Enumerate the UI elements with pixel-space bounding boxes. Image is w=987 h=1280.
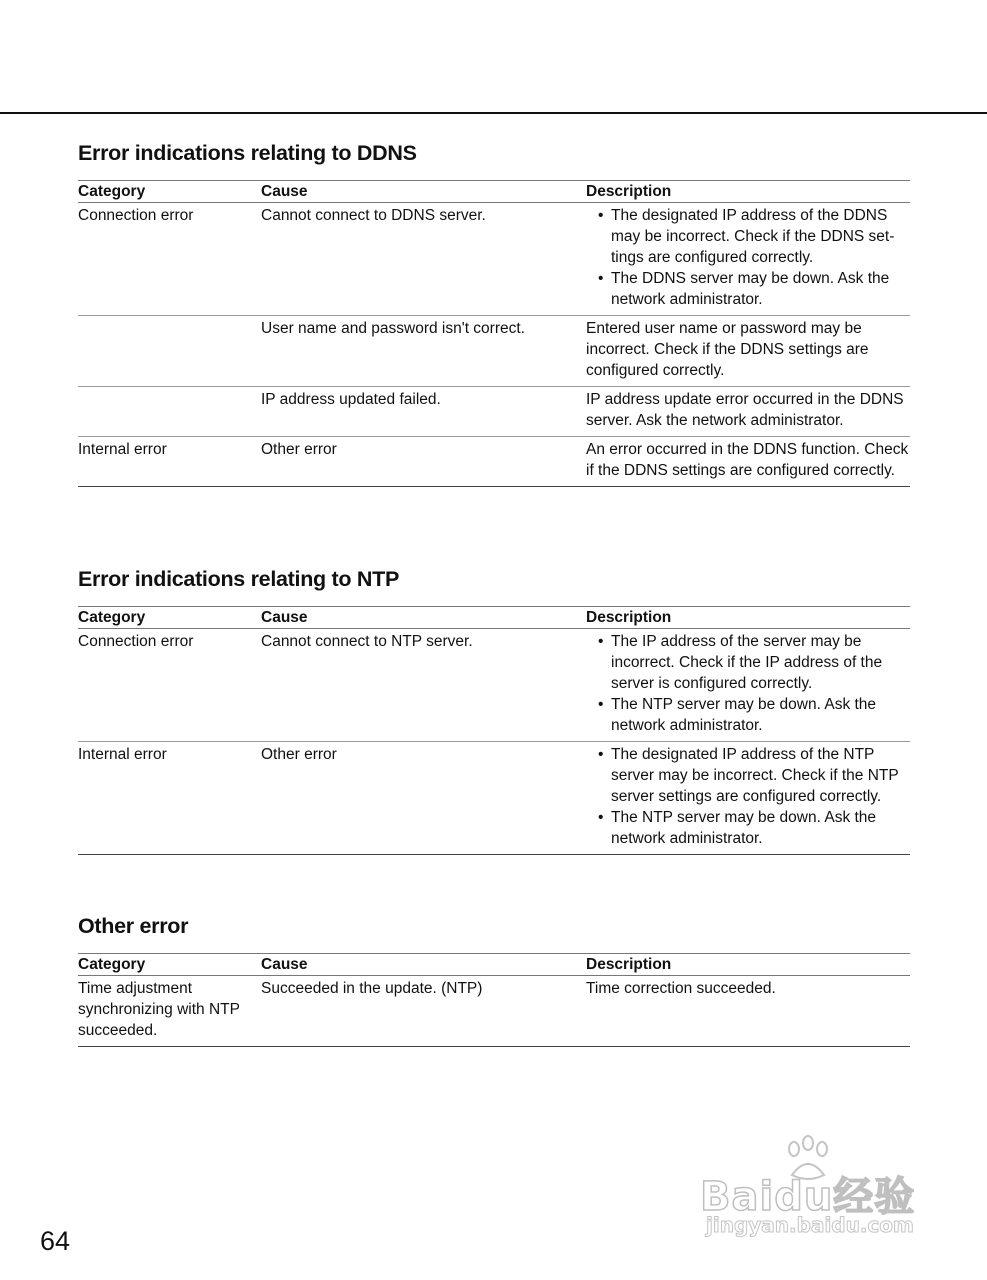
- header-category: Category: [78, 181, 261, 203]
- description-cell: [586, 629, 910, 742]
- ntp-section: [78, 564, 910, 855]
- ddns-section-title: Error indications relating to DDNS: [78, 141, 417, 165]
- other-error-table: [78, 953, 910, 1047]
- table-row: [78, 203, 910, 316]
- ddns-section: [78, 138, 910, 487]
- table-header-row: [78, 181, 910, 203]
- ntp-error-table: [78, 606, 910, 855]
- category-cell: [78, 387, 261, 437]
- description-cell: [586, 203, 910, 316]
- other-error-section: [78, 911, 910, 1047]
- category-cell: Internal error: [78, 742, 261, 855]
- description-bullet: • The DDNS server may be down. Ask the network administrator.: [586, 268, 910, 310]
- header-category: Category: [78, 954, 261, 976]
- other-section-title: Other error: [78, 914, 189, 938]
- category-cell: [78, 316, 261, 387]
- category-cell: Time adjustment synchronizing with NTP succeeded.: [78, 976, 261, 1047]
- header-cause: Cause: [261, 954, 586, 976]
- description-cell: IP address update error occurred in the DDNS server. Ask the network administrator.: [586, 387, 910, 437]
- category-cell: Connection error: [78, 203, 261, 316]
- description-bullet: • The NTP server may be down. Ask the network administrator.: [586, 694, 910, 736]
- description-cell: Time correction succeeded.: [586, 976, 910, 1047]
- cause-cell: IP address updated failed.: [261, 387, 586, 437]
- watermark-url: jingyan.baidu.com: [706, 1213, 914, 1237]
- table-row: [78, 742, 910, 855]
- header-cause: Cause: [261, 181, 586, 203]
- cause-cell: User name and password isn't correct.: [261, 316, 586, 387]
- table-row: [78, 437, 910, 487]
- watermark-brand: Baidu经验: [700, 1174, 916, 1220]
- description-bullet: • The NTP server may be down. Ask the network administrator.: [586, 807, 910, 849]
- cause-cell: Other error: [261, 437, 586, 487]
- cause-cell: Other error: [261, 742, 586, 855]
- description-bullet: • The designated IP address of the DDNS may be incorrect. Check if the DDNS set-tings are configured correctly.: [586, 205, 910, 268]
- category-cell: Connection error: [78, 629, 261, 742]
- table-row: [78, 629, 910, 742]
- baidu-watermark: [700, 1135, 930, 1245]
- table-row: [78, 976, 910, 1047]
- header-description: Description: [586, 607, 910, 629]
- header-cause: Cause: [261, 607, 586, 629]
- table-header-row: [78, 607, 910, 629]
- ntp-section-title: Error indications relating to NTP: [78, 567, 399, 591]
- cause-cell: Cannot connect to NTP server.: [261, 629, 586, 742]
- description-bullet: • The IP address of the server may be incorrect. Check if the IP address of the server is configured correctly.: [586, 631, 910, 694]
- description-cell: Entered user name or password may be incorrect. Check if the DDNS settings are configured correctly.: [586, 316, 910, 387]
- header-description: Description: [586, 954, 910, 976]
- description-bullet: • The designated IP address of the NTP server may be incorrect. Check if the NTP server settings are configured correctly.: [586, 744, 910, 807]
- top-rule: [0, 112, 987, 114]
- category-cell: Internal error: [78, 437, 261, 487]
- header-category: Category: [78, 607, 261, 629]
- description-cell: An error occurred in the DDNS function. Check if the DDNS settings are configured correctly.: [586, 437, 910, 487]
- description-cell: [586, 742, 910, 855]
- table-header-row: [78, 954, 910, 976]
- page-number: 64: [40, 1226, 71, 1256]
- table-row: [78, 387, 910, 437]
- cause-cell: Succeeded in the update. (NTP): [261, 976, 586, 1047]
- table-row: [78, 316, 910, 387]
- ddns-error-table: [78, 180, 910, 487]
- cause-cell: Cannot connect to DDNS server.: [261, 203, 586, 316]
- header-description: Description: [586, 181, 910, 203]
